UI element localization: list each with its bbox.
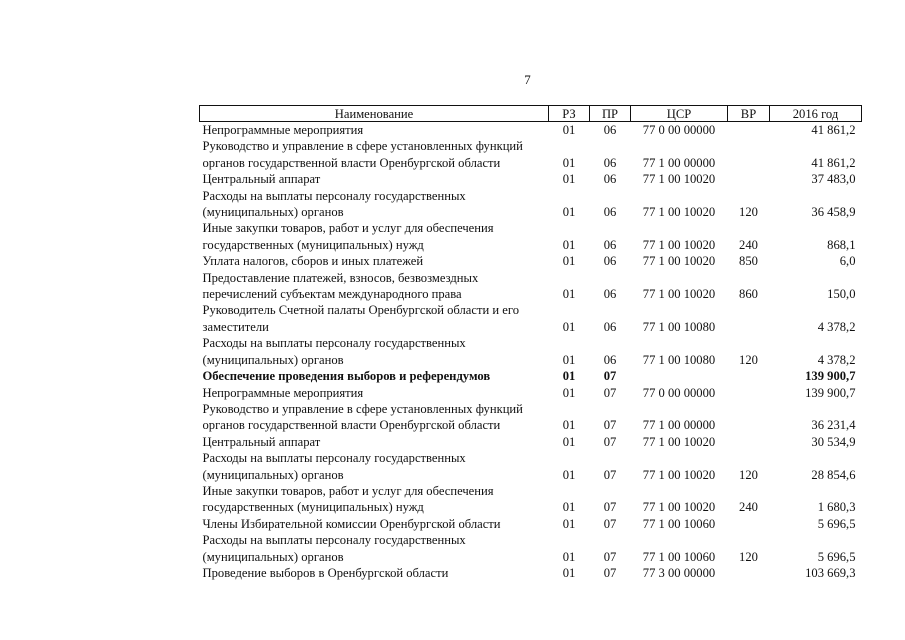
table-row — [200, 138, 862, 171]
cell-name: Непрограммные мероприятия — [202, 385, 364, 400]
table-row — [200, 368, 862, 384]
cell-amount: 36 231,4 — [811, 418, 856, 433]
cell-csr: 77 1 00 10060 — [642, 516, 716, 531]
cell-vr — [728, 516, 770, 532]
cell-rz: 01 — [562, 205, 576, 220]
table-row — [200, 220, 862, 253]
cell-vr: 120 — [739, 352, 758, 367]
cell-vr — [728, 385, 770, 401]
cell-pr: 06 — [603, 205, 617, 220]
cell-amount: 139 900,7 — [805, 385, 856, 400]
table-body — [200, 122, 862, 582]
cell-csr: 77 1 00 10020 — [642, 434, 716, 449]
cell-amount: 36 458,9 — [811, 205, 856, 220]
cell-name: Руководство и управление в сфере установленных функций органов государственной власти Оренбургской области — [202, 401, 523, 433]
cell-amount: 4 378,2 — [817, 352, 856, 367]
cell-vr: 240 — [739, 237, 758, 252]
table-row — [200, 450, 862, 483]
cell-vr — [728, 565, 770, 581]
cell-csr: 77 1 00 10020 — [642, 467, 716, 482]
cell-vr: 120 — [739, 205, 758, 220]
cell-name: Непрограммные мероприятия — [202, 123, 364, 137]
table-row — [200, 516, 862, 532]
cell-vr — [728, 122, 770, 139]
cell-csr — [631, 368, 728, 384]
header-vr: ВР — [728, 106, 770, 122]
cell-amount: 30 534,9 — [811, 434, 856, 449]
cell-vr — [728, 401, 770, 434]
cell-pr: 06 — [603, 352, 617, 367]
cell-amount: 37 483,0 — [811, 172, 856, 187]
cell-name: Предоставление платежей, взносов, безвозмездных перечислений субъектам международного права — [202, 270, 479, 302]
cell-rz: 01 — [562, 565, 576, 580]
cell-csr: 77 1 00 10080 — [642, 319, 716, 334]
cell-csr: 77 1 00 00000 — [642, 418, 716, 433]
cell-amount: 5 696,5 — [817, 549, 856, 564]
cell-pr: 06 — [603, 172, 617, 187]
cell-vr — [728, 171, 770, 187]
cell-rz: 01 — [562, 418, 576, 433]
table-row — [200, 532, 862, 565]
header-name: Наименование — [200, 106, 549, 122]
cell-vr — [728, 368, 770, 384]
cell-name: Центральный аппарат — [202, 434, 321, 449]
cell-csr: 77 0 00 00000 — [642, 123, 716, 137]
header-rz: РЗ — [549, 106, 590, 122]
cell-amount: 868,1 — [827, 237, 856, 252]
cell-pr: 06 — [603, 237, 617, 252]
cell-name: Расходы на выплаты персоналу государственных (муниципальных) органов — [202, 188, 466, 220]
cell-rz: 01 — [562, 500, 576, 515]
cell-vr — [728, 434, 770, 450]
cell-name: Руководитель Счетной палаты Оренбургской области и его заместители — [202, 303, 520, 334]
cell-amount: 5 696,5 — [817, 516, 856, 531]
cell-name: Расходы на выплаты персоналу государственных (муниципальных) органов — [202, 533, 466, 564]
page-number: 7 — [524, 72, 531, 87]
cell-rz: 01 — [562, 254, 576, 269]
cell-pr: 07 — [603, 500, 617, 515]
cell-csr: 77 1 00 10020 — [642, 237, 716, 252]
cell-pr: 07 — [603, 549, 617, 564]
cell-csr: 77 0 00 00000 — [642, 385, 716, 400]
table-row — [200, 335, 862, 368]
cell-vr: 860 — [739, 287, 758, 302]
cell-rz: 01 — [562, 287, 576, 302]
cell-csr: 77 1 00 10060 — [642, 549, 716, 564]
cell-vr — [728, 302, 770, 335]
table-row — [200, 483, 862, 516]
cell-rz: 01 — [562, 352, 576, 367]
cell-vr — [728, 138, 770, 171]
cell-amount: 103 669,3 — [805, 565, 856, 580]
table-row — [200, 385, 862, 401]
table-row — [200, 270, 862, 303]
cell-rz: 01 — [562, 369, 576, 384]
cell-pr: 07 — [603, 385, 617, 400]
table-header-row — [200, 106, 862, 122]
table-row — [200, 171, 862, 187]
table-row — [200, 253, 862, 269]
cell-pr: 07 — [603, 369, 617, 384]
cell-pr: 07 — [603, 516, 617, 531]
cell-rz: 01 — [562, 516, 576, 531]
cell-pr: 07 — [603, 434, 617, 449]
cell-csr: 77 1 00 10020 — [642, 287, 716, 302]
cell-pr: 06 — [603, 123, 617, 137]
cell-pr: 06 — [603, 155, 617, 170]
cell-rz: 01 — [562, 434, 576, 449]
cell-amount: 41 861,2 — [811, 123, 856, 137]
table-row — [200, 302, 862, 335]
cell-csr: 77 1 00 10020 — [642, 500, 716, 515]
cell-rz: 01 — [562, 155, 576, 170]
cell-pr: 06 — [603, 287, 617, 302]
cell-amount: 1 680,3 — [817, 500, 856, 515]
cell-csr: 77 1 00 10020 — [642, 254, 716, 269]
cell-name: Расходы на выплаты персоналу государственных (муниципальных) органов — [202, 336, 466, 367]
cell-pr: 06 — [603, 319, 617, 334]
table-row — [200, 565, 862, 581]
cell-csr: 77 1 00 10020 — [642, 172, 716, 187]
cell-name: Члены Избирательной комиссии Оренбургской области — [202, 516, 501, 531]
cell-name: Центральный аппарат — [202, 172, 321, 187]
cell-vr: 850 — [739, 254, 758, 269]
cell-rz: 01 — [562, 467, 576, 482]
cell-name: Проведение выборов в Оренбургской области — [202, 565, 449, 580]
cell-vr: 120 — [739, 467, 758, 482]
cell-rz: 01 — [562, 549, 576, 564]
cell-rz: 01 — [562, 385, 576, 400]
cell-name: Иные закупки товаров, работ и услуг для обеспечения государственных (муниципальных) нужд — [202, 483, 494, 515]
cell-vr: 240 — [739, 500, 758, 515]
cell-rz: 01 — [562, 172, 576, 187]
table-row — [200, 401, 862, 434]
cell-csr: 77 1 00 10020 — [642, 205, 716, 220]
cell-amount: 150,0 — [827, 287, 856, 302]
cell-amount: 28 854,6 — [811, 467, 856, 482]
cell-pr: 07 — [603, 565, 617, 580]
cell-csr: 77 3 00 00000 — [642, 565, 716, 580]
cell-csr: 77 1 00 00000 — [642, 155, 716, 170]
table-row — [200, 434, 862, 450]
cell-amount: 6,0 — [839, 254, 856, 269]
cell-name: Руководство и управление в сфере установленных функций органов государственной власти Оренбургской области — [202, 139, 523, 170]
budget-table — [199, 105, 862, 581]
cell-rz: 01 — [562, 123, 576, 137]
header-csr: ЦСР — [631, 106, 728, 122]
cell-pr: 06 — [603, 254, 617, 269]
cell-amount: 4 378,2 — [817, 319, 856, 334]
table-row — [200, 122, 862, 139]
cell-name: Уплата налогов, сборов и иных платежей — [202, 254, 424, 269]
cell-vr: 120 — [739, 549, 758, 564]
header-year: 2016 год — [770, 106, 862, 122]
cell-pr: 07 — [603, 418, 617, 433]
table-row — [200, 188, 862, 221]
cell-rz: 01 — [562, 237, 576, 252]
cell-csr: 77 1 00 10080 — [642, 352, 716, 367]
cell-rz: 01 — [562, 319, 576, 334]
cell-amount: 139 900,7 — [805, 369, 856, 384]
cell-name: Расходы на выплаты персоналу государственных (муниципальных) органов — [202, 451, 466, 482]
cell-name: Иные закупки товаров, работ и услуг для обеспечения государственных (муниципальных) нужд — [202, 221, 494, 252]
header-pr: ПР — [590, 106, 631, 122]
cell-amount: 41 861,2 — [811, 155, 856, 170]
cell-pr: 07 — [603, 467, 617, 482]
cell-name: Обеспечение проведения выборов и референдумов — [202, 369, 491, 384]
